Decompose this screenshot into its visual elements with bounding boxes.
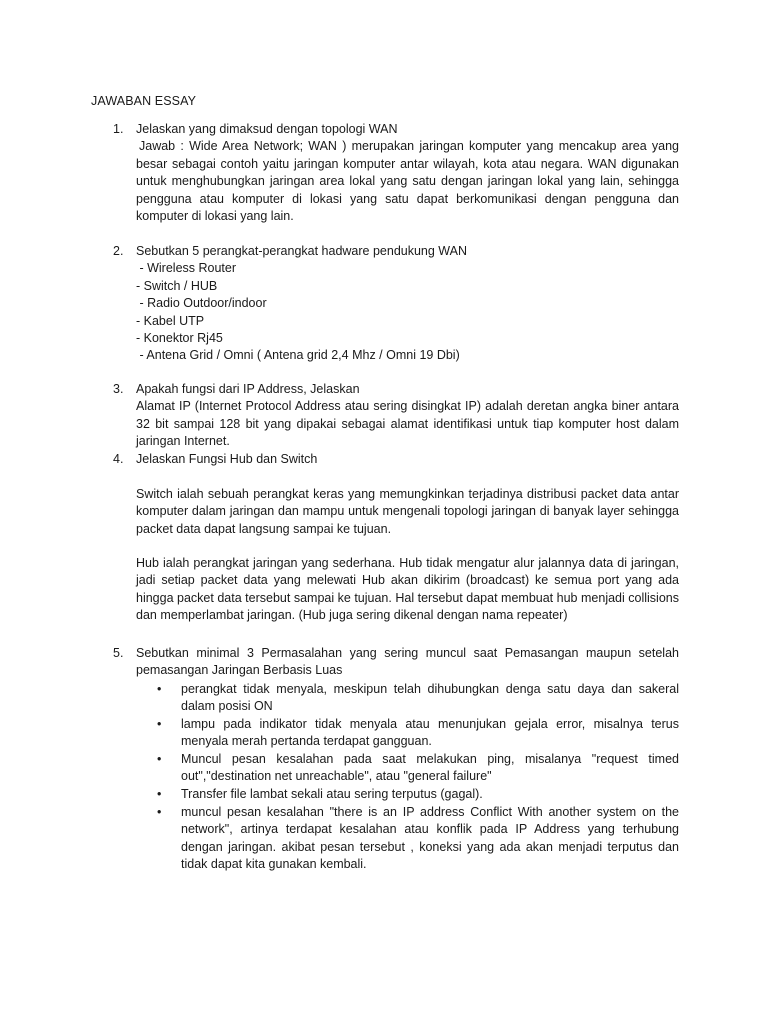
question-heading: Sebutkan 5 perangkat-perangkat hadware pendukung WAN bbox=[136, 244, 468, 258]
answer-paragraph: Jawab : Wide Area Network; WAN ) merupakan jaringan komputer yang mencakup area yang besar sebagai contoh yaitu jaringan komputer antar wilayah, kota atau negara. WAN digunakan untuk menghubungkan jaringan area lokal yang satu dengan jaringan lokal yang lain, sehingga pengguna atau komputer di lokasi yang satu dapat berkomunikasi dengan pengguna dan komputer di lokasi yang lain. bbox=[136, 139, 679, 224]
answer-paragraph: Alamat IP (Internet Protocol Address atau sering disingkat IP) adalah deretan angka biner antara 32 bit sampai 128 bit yang dipakai sebagai alamat identifikasi untuk tiap komputer host dalam jaringan Internet. bbox=[136, 399, 679, 449]
question-heading: Jelaskan Fungsi Hub dan Switch bbox=[136, 452, 318, 466]
hardware-item: - Switch / HUB bbox=[136, 278, 218, 293]
hub-answer-paragraph: Hub ialah perangkat jaringan yang sederhana. Hub tidak mengatur alur jalannya data di jaringan, jadi setiap packet data yang melewati Hub akan dikirim (broadcast) ke semua port yang ada hingga packet data tersebut sampai ke tujuan. Hal tersebut dapat membuat hub menjadi collisions dan memperlambat jaringan. (Hub juga sering dikenal dengan nama repeater) bbox=[136, 556, 679, 623]
hardware-item: - Antena Grid / Omni ( Antena grid 2,4 Mhz / Omni 19 Dbi) bbox=[136, 348, 460, 363]
bullet-icon: • bbox=[157, 752, 162, 766]
bullet-icon: • bbox=[157, 682, 162, 696]
hardware-item: - Wireless Router bbox=[136, 261, 237, 276]
question-heading: Sebutkan minimal 3 Permasalahan yang sering muncul saat Pemasangan maupun setelah pemasangan Jaringan Berbasis Luas bbox=[136, 646, 679, 678]
list-item-text: lampu pada indikator tidak menyala atau menunjukan gejala error, misalnya terus menyala merah pertanda terdapat gangguan. bbox=[181, 717, 679, 749]
question-number: 2. bbox=[113, 244, 124, 258]
list-item-text: perangkat tidak menyala, meskipun telah dihubungkan denga satu daya dan sakeral dalam posisi ON bbox=[181, 682, 679, 714]
switch-answer-paragraph: Switch ialah sebuah perangkat keras yang memungkinkan terjadinya distribusi packet data antar komputer dalam jaringan dan mampu untuk mengenali topologi jaringan di banyak layer sehingga packet data dapat langsung sampai ke tujuan. bbox=[136, 487, 679, 536]
bullet-icon: • bbox=[157, 717, 162, 731]
bullet-icon: • bbox=[157, 787, 162, 801]
hardware-item: - Radio Outdoor/indoor bbox=[136, 296, 267, 311]
question-number: 4. bbox=[113, 452, 124, 466]
question-heading: Jelaskan yang dimaksud dengan topologi WAN bbox=[136, 122, 398, 136]
question-heading: Apakah fungsi dari IP Address, Jelaskan bbox=[136, 382, 360, 396]
list-item-text: Muncul pesan kesalahan pada saat melakukan ping, misalanya "request timed out","destination net unreachable", atau "general failure" bbox=[181, 752, 679, 784]
bullet-icon: • bbox=[157, 805, 162, 819]
document-title: JAWABAN ESSAY bbox=[91, 94, 197, 108]
list-item-text: muncul pesan kesalahan "there is an IP address Conflict With another system on the network", artinya terdapat kesalahan atau konflik pada IP Address yang terhubung dengan jaringan. akibat pesan tersebut , koneksi yang ada akan menjadi terputus dan tidak dapat kita gunakan kembali. bbox=[181, 805, 679, 872]
question-number: 1. bbox=[113, 122, 124, 136]
question-number: 5. bbox=[113, 646, 124, 660]
question-number: 3. bbox=[113, 382, 124, 396]
list-item-text: Transfer file lambat sekali atau sering terputus (gagal). bbox=[181, 787, 483, 801]
hardware-item: - Kabel UTP bbox=[136, 313, 205, 328]
hardware-item: - Konektor Rj45 bbox=[136, 331, 223, 345]
